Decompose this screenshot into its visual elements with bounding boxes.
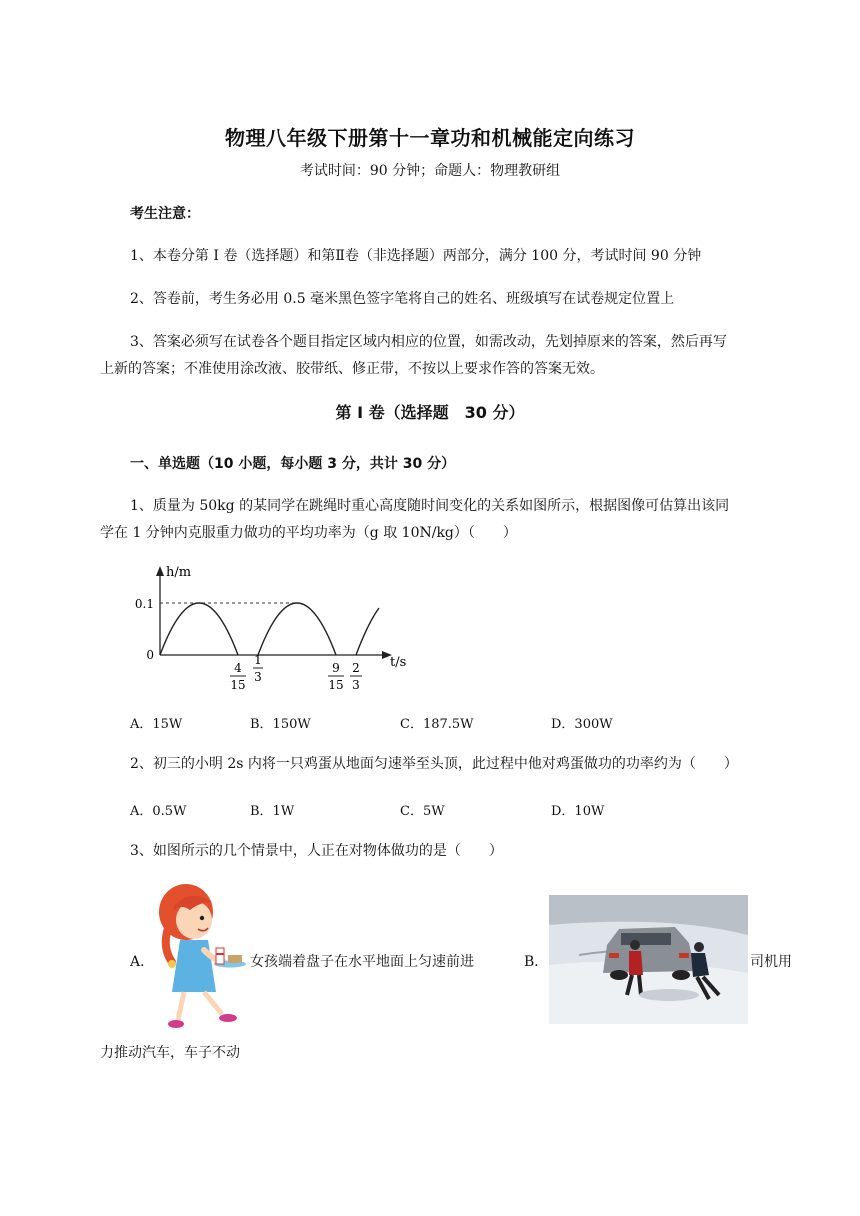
tick-numerator: 9 bbox=[332, 661, 340, 675]
q3-text: 3、如图所示的几个情景中，人正在对物体做功的是（ ） bbox=[130, 843, 503, 859]
left-leg bbox=[178, 992, 184, 1020]
q1-text-line1: 1、质量为 50kg 的某同学在跳绳时重心高度随时间变化的关系如图所示，根据图像可估算出该同 bbox=[130, 498, 730, 514]
q2-option-a[interactable]: A．0.5W bbox=[130, 804, 187, 819]
notice-heading: 考生注意： bbox=[130, 206, 200, 222]
hair-tie bbox=[168, 960, 176, 968]
page-title: 物理八年级下册第十一章功和机械能定向练习 bbox=[225, 126, 635, 150]
wheel-left bbox=[610, 970, 628, 980]
part-title: 一、单选题（10 小题，每小题 3 分，共计 30 分） bbox=[130, 456, 456, 472]
left-shoe bbox=[168, 1020, 184, 1028]
eye bbox=[200, 916, 204, 920]
snow-spray bbox=[639, 989, 699, 1001]
tick-denominator: 3 bbox=[352, 678, 360, 692]
jump-arc-2 bbox=[258, 603, 336, 655]
origin-label: 0 bbox=[146, 648, 154, 662]
x-tick-2-3 bbox=[350, 661, 362, 692]
x-tick-4-15 bbox=[230, 661, 246, 692]
y-axis-arrow bbox=[156, 566, 164, 576]
car-window bbox=[621, 933, 671, 945]
dress bbox=[172, 940, 216, 992]
q2-option-d[interactable]: D．10W bbox=[551, 804, 605, 819]
q1-option-c[interactable]: C．187.5W bbox=[400, 717, 474, 732]
person-2-head bbox=[694, 942, 704, 952]
wheel-right bbox=[672, 970, 690, 980]
person-1-head bbox=[630, 940, 640, 950]
notice-item-2: 2、答卷前，考生务必用 0.5 毫米黑色签字笔将自己的姓名、班级填写在试卷规定位置上 bbox=[130, 291, 675, 307]
x-axis-label: t/s bbox=[390, 655, 407, 670]
q3-option-a-caption: 女孩端着盘子在水平地面上匀速前进 bbox=[250, 954, 474, 970]
q1-option-d[interactable]: D．300W bbox=[551, 717, 613, 732]
person-1-leg bbox=[639, 975, 641, 995]
tail-light-right bbox=[679, 953, 689, 958]
q2-option-c[interactable]: C．5W bbox=[400, 804, 445, 819]
tick-denominator: 15 bbox=[328, 678, 344, 692]
y-axis-label: h/m bbox=[166, 565, 192, 580]
girl-carrying-plate-illustration bbox=[150, 880, 250, 1035]
notice-item-3: 3、答案必须写在试卷各个题目指定区域内相应的位置，如需改动，先划掉原来的答案，然后再写 bbox=[130, 334, 727, 350]
q3-option-a-label[interactable]: A． bbox=[130, 954, 155, 970]
food-box bbox=[228, 955, 242, 963]
q1-height-time-graph bbox=[134, 560, 428, 700]
q1-option-b[interactable]: B．150W bbox=[250, 717, 311, 732]
q3-option-b-caption-end: 力推动汽车，车子不动 bbox=[100, 1045, 240, 1061]
x-tick-1-3 bbox=[253, 653, 263, 684]
right-shoe bbox=[219, 1014, 237, 1022]
person-1-jacket bbox=[629, 951, 643, 975]
q2-option-b[interactable]: B．1W bbox=[250, 804, 295, 819]
people-pushing-car-photo bbox=[549, 895, 748, 1024]
notice-item-3-cont: 上新的答案；不准使用涂改液、胶带纸、修正带，不按以上要求作答的答案无效。 bbox=[100, 361, 604, 377]
tick-numerator: 1 bbox=[254, 653, 262, 667]
jump-arc-3-partial bbox=[356, 608, 379, 655]
exam-info: 考试时间：90 分钟；命题人：物理教研组 bbox=[299, 163, 561, 179]
tick-denominator: 3 bbox=[254, 670, 262, 684]
q1-text-line2: 学在 1 分钟内克服重力做功的平均功率为（g 取 10N/kg）（ ） bbox=[100, 525, 517, 541]
cup bbox=[216, 948, 224, 964]
jump-arc-1 bbox=[160, 603, 238, 655]
y-tick-label: 0.1 bbox=[134, 597, 154, 611]
tail-light-left bbox=[609, 953, 619, 958]
q1-option-a[interactable]: A．15W bbox=[130, 717, 183, 732]
q3-option-b-label[interactable]: B． bbox=[524, 954, 549, 970]
tick-numerator: 2 bbox=[352, 661, 360, 675]
right-leg bbox=[204, 992, 222, 1014]
q3-option-b-caption-start: 司机用 bbox=[750, 954, 792, 970]
tick-denominator: 15 bbox=[230, 678, 246, 692]
q2-text: 2、初三的小明 2s 内将一只鸡蛋从地面匀速举至头顶，此过程中他对鸡蛋做功的功率约为（ ） bbox=[130, 756, 738, 772]
notice-item-1: 1、本卷分第 I 卷（选择题）和第Ⅱ卷（非选择题）两部分，满分 100 分，考试时间 90 分钟 bbox=[130, 248, 702, 264]
section-title: 第 I 卷（选择题 30 分） bbox=[335, 403, 525, 422]
x-tick-9-15 bbox=[328, 661, 344, 692]
tick-numerator: 4 bbox=[234, 661, 242, 675]
